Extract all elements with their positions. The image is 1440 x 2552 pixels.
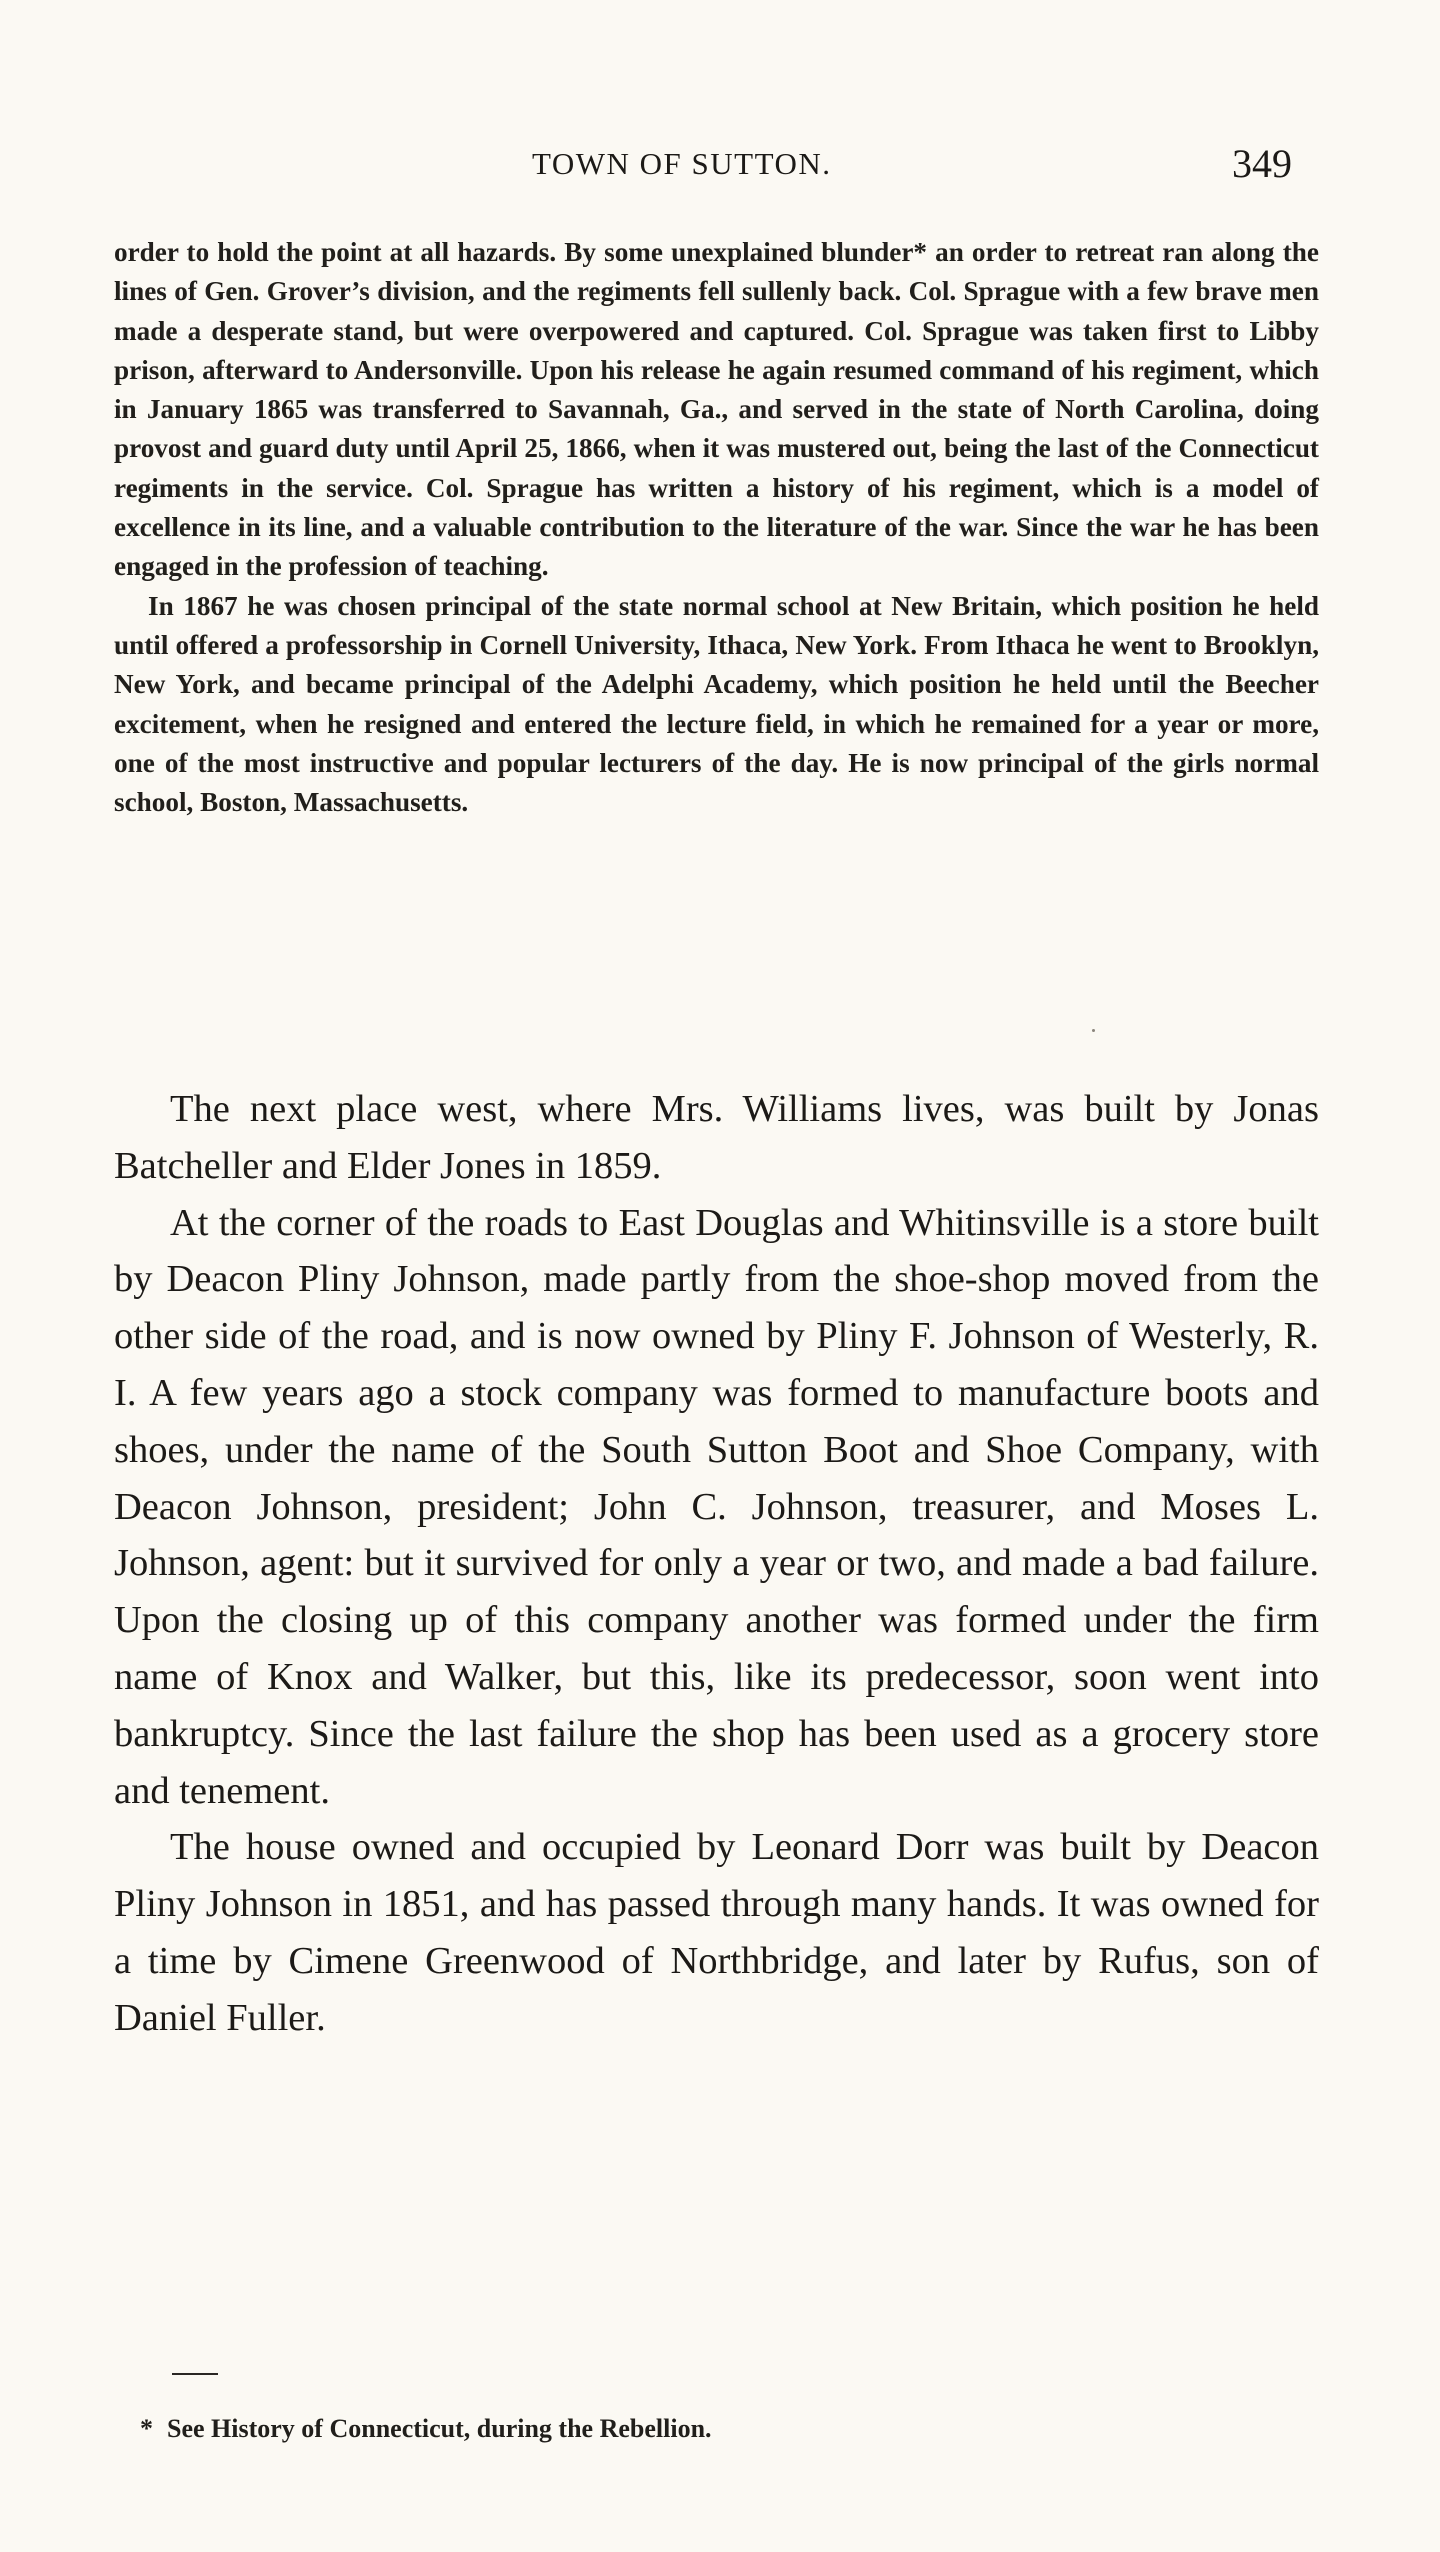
footnote-text: See History of Connecticut, during the Rebellion. [167, 2414, 712, 2443]
running-head [0, 140, 1440, 190]
body-paragraph: The next place west, where Mrs. Williams lives, was built by Jonas Batcheller and Elder Jones in 1859. [114, 1088, 1319, 1187]
body-text-section [114, 1081, 1319, 2047]
body-paragraph: At the corner of the roads to East Douglas and Whitinsville is a store built by Deacon Pliny Johnson, made partly from the shoe-shop moved from the other side of the road, and is now owned by Pliny F. Johnson of Westerly, R. I. A few years ago a stock company was formed to manufacture boots and shoes, under the name of the South Sutton Boot and Shoe Company, with Deacon Johnson, president; John C. Johnson, treasurer, and Moses L. Johnson, agent: but it survived for only a year or two, and made a bad failure. Upon the closing up of this company another was formed under the firm name of Knox and Walker, but this, like its predecessor, soon went into bankruptcy. Since the last failure the shop has been used as a grocery store and tenement. [114, 1201, 1319, 1812]
footnote-mark: * [140, 2414, 153, 2443]
small-print-section [114, 233, 1319, 822]
page-speck [1092, 1029, 1095, 1032]
body-paragraph: The house owned and occupied by Leonard Dorr was built by Deacon Pliny Johnson in 1851, and has passed through many hands. It was owned for a time by Cimene Greenwood of Northbridge, and later by Rufus, son of Daniel Fuller. [114, 1826, 1319, 2039]
small-print-paragraph: order to hold the point at all hazards. By some unexplained blunder* an order to retreat ran along the lines of Gen. Grover’s division, and the regiments fell sullenly back. Col. Sprague with a few brave men made a desperate stand, but were overpowered and captured. Col. Sprague was taken first to Libby prison, afterward to Andersonville. Upon his release he again resumed command of his regiment, which in January 1865 was transferred to Savannah, Ga., and served in the state of North Carolina, doing provost and guard duty until April 25, 1866, when it was mustered out, being the last of the Connecticut regiments in the service. Col. Sprague has written a history of his regiment, which is a model of excellence in its line, and a valuable contribution to the literature of the war. Since the war he has been engaged in the profession of teaching. [114, 237, 1319, 582]
footnote-rule [172, 2373, 218, 2375]
running-title: TOWN OF SUTTON. [532, 146, 832, 181]
small-print-paragraph: In 1867 he was chosen principal of the state normal school at New Britain, which position he held until offered a professorship in Cornell University, Ithaca, New York. From Ithaca he went to Brooklyn, New York, and became principal of the Adelphi Academy, which position he held until the Beecher excitement, when he resigned and entered the lecture field, in which he remained for a year or more, one of the most instructive and popular lecturers of the day. He is now principal of the girls normal school, Boston, Massachusetts. [114, 590, 1319, 818]
footnote [140, 2412, 1240, 2446]
page-number: 349 [1232, 141, 1292, 186]
